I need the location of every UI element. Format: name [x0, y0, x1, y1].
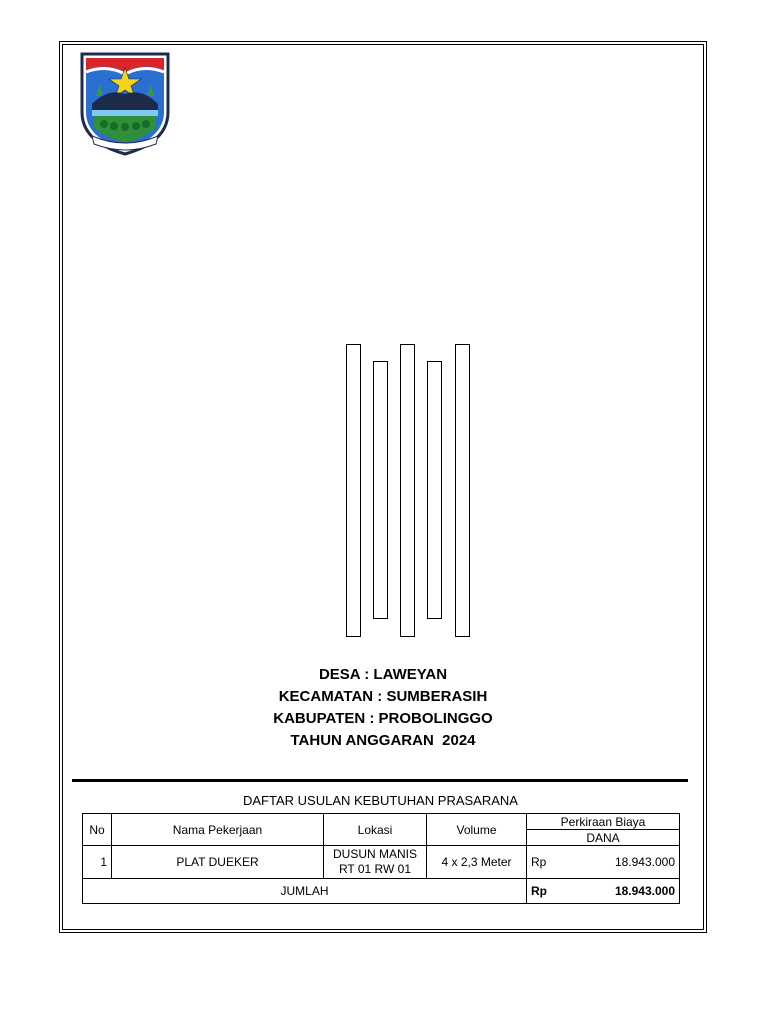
col-header-volume: Volume	[427, 814, 527, 846]
col-header-no: No	[83, 814, 112, 846]
total-amount: 18.943.000	[563, 879, 680, 904]
table-row	[83, 846, 680, 879]
col-header-biaya: Perkiraan Biaya	[527, 814, 680, 830]
pillar-bar	[455, 344, 470, 637]
col-header-nama: Nama Pekerjaan	[112, 814, 324, 846]
document-heading	[62, 664, 704, 752]
regency-emblem-logo	[78, 50, 172, 156]
row-no: 1	[83, 846, 112, 879]
pillar-bar	[427, 361, 442, 619]
pillar-bar	[400, 344, 415, 637]
desa-line: DESA : LAWEYAN	[318, 666, 448, 683]
row-currency: Rp	[527, 846, 563, 879]
prasarana-table	[82, 813, 680, 904]
table-header-row	[83, 814, 680, 830]
pillar-bar	[373, 361, 388, 619]
total-currency: Rp	[527, 879, 563, 904]
col-header-lokasi: Lokasi	[324, 814, 427, 846]
kabupaten-line: KABUPATEN : PROBOLINGGO	[273, 710, 493, 727]
table-title: DAFTAR USULAN KEBUTUHAN PRASARANA	[243, 793, 518, 808]
row-amount: 18.943.000	[563, 846, 680, 879]
pillar-bar	[346, 344, 361, 637]
col-header-dana: DANA	[527, 830, 680, 846]
kecamatan-line: KECAMATAN : SUMBERASIH	[278, 688, 488, 705]
row-lokasi-line2: RT 01 RW 01	[338, 862, 412, 876]
tahun-anggaran-line: TAHUN ANGGARAN 2024	[290, 732, 476, 749]
total-row	[83, 879, 680, 904]
pillar-motif	[345, 344, 473, 638]
row-nama-pekerjaan: PLAT DUEKER	[112, 846, 324, 879]
row-lokasi	[324, 846, 427, 879]
section-divider	[72, 779, 688, 782]
total-label: JUMLAH	[83, 879, 527, 904]
row-lokasi-line1: DUSUN MANIS	[332, 847, 417, 861]
row-volume: 4 x 2,3 Meter	[427, 846, 527, 879]
